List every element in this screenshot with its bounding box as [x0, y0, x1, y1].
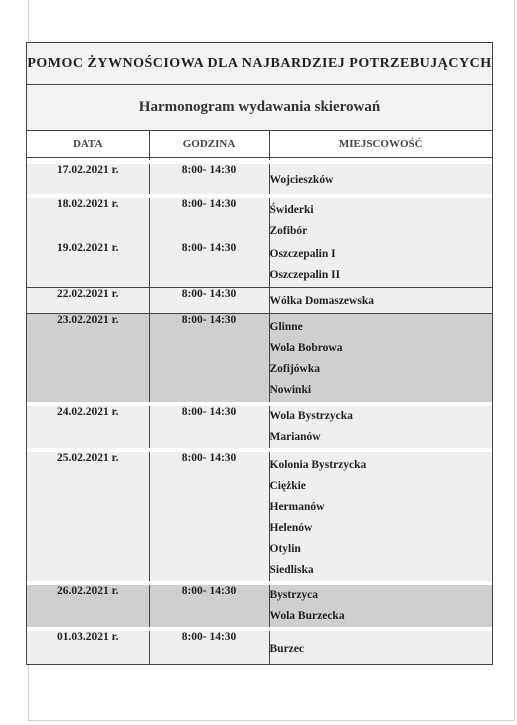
place-name: Wojcieszków — [269, 173, 334, 186]
table-row — [27, 629, 492, 664]
place-cell — [269, 196, 492, 242]
place-name: Bystrzyca — [269, 588, 319, 601]
date-cell: 23.02.2021 r. — [27, 314, 149, 404]
date-cell: 19.02.2021 r. — [27, 242, 149, 288]
time-cell: 8:00- 14:30 — [149, 314, 269, 404]
table-row — [27, 314, 492, 404]
place-name: Otylin — [269, 542, 301, 555]
date-cell: 01.03.2021 r. — [27, 629, 149, 664]
place-name: Hermanów — [269, 500, 325, 513]
date-cell: 17.02.2021 r. — [27, 162, 149, 196]
place-name: Oszczepalin I — [269, 247, 336, 260]
schedule-document — [26, 42, 493, 665]
time-cell: 8:00- 14:30 — [149, 288, 269, 314]
table-body — [27, 158, 492, 664]
place-cell — [269, 404, 492, 450]
header-place: MIEJSCOWOŚĆ — [269, 131, 492, 158]
table-row — [27, 583, 492, 629]
date-cell: 25.02.2021 r. — [27, 450, 149, 583]
place-name: Marianów — [269, 430, 321, 443]
time-cell: 8:00- 14:30 — [149, 583, 269, 629]
time-cell: 8:00- 14:30 — [149, 196, 269, 242]
place-cell — [269, 583, 492, 629]
place-name: Zofijówka — [269, 363, 320, 375]
place-cell — [269, 450, 492, 583]
table-row — [27, 242, 492, 288]
time-cell: 8:00- 14:30 — [149, 162, 269, 196]
place-name: Wola Bystrzycka — [269, 409, 353, 422]
header-time: GODZINA — [149, 131, 269, 158]
table-header-row — [27, 131, 492, 158]
place-name: Oszczepalin II — [269, 268, 341, 281]
place-name: Wola Bobrowa — [269, 342, 343, 354]
place-name: Kolonia Bystrzycka — [269, 458, 367, 471]
time-cell: 8:00- 14:30 — [149, 404, 269, 450]
date-cell: 22.02.2021 r. — [27, 288, 149, 314]
table-row — [27, 450, 492, 583]
date-cell: 18.02.2021 r. — [27, 196, 149, 242]
schedule-table — [27, 131, 492, 664]
place-name: Świderki — [269, 203, 314, 216]
place-name: Wola Burzecka — [269, 609, 345, 622]
place-name: Zofibór — [269, 224, 308, 237]
date-cell: 24.02.2021 r. — [27, 404, 149, 450]
table-row — [27, 162, 492, 196]
place-cell — [269, 162, 492, 196]
place-name: Siedliska — [269, 563, 314, 576]
place-cell — [269, 629, 492, 664]
header-date: DATA — [27, 131, 149, 158]
time-cell: 8:00- 14:30 — [149, 450, 269, 583]
table-row — [27, 196, 492, 242]
time-cell: 8:00- 14:30 — [149, 629, 269, 664]
date-cell: 26.02.2021 r. — [27, 583, 149, 629]
place-name: Wólka Domaszewska — [269, 295, 374, 307]
document-title: POMOC ŻYWNOŚCIOWA DLA NAJBARDZIEJ POTRZEBUJĄCYCH — [27, 43, 492, 85]
document-subtitle: Harmonogram wydawania skierowań — [27, 85, 492, 131]
place-name: Ciężkie — [269, 479, 306, 492]
place-name: Glinne — [269, 321, 303, 333]
time-cell: 8:00- 14:30 — [149, 242, 269, 288]
table-row — [27, 288, 492, 314]
place-cell — [269, 288, 492, 314]
table-row — [27, 404, 492, 450]
place-name: Burzec — [269, 642, 304, 655]
place-cell — [269, 314, 492, 404]
place-name: Helenów — [269, 521, 313, 534]
place-name: Nowinki — [269, 384, 312, 396]
place-cell — [269, 242, 492, 288]
